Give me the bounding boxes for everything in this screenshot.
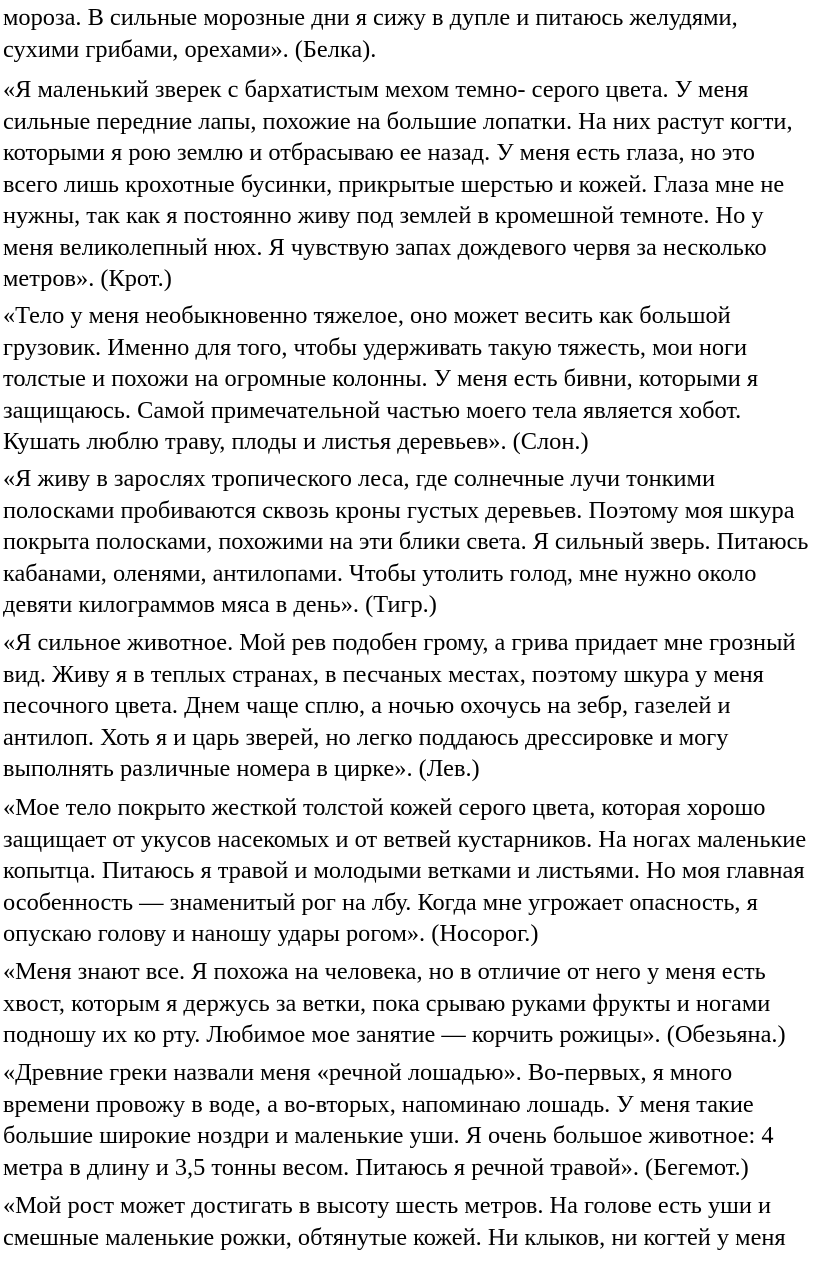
text-line: нужны, так как я постоянно живу под землей в кромешной темноте. Но у: [3, 202, 764, 229]
text-line: грузовик. Именно для того, чтобы удерживать такую тяжесть, мои ноги: [3, 333, 748, 361]
text-line: подношу их ко рту. Любимое мое занятие — корчить рожицы». (Обезьяна.): [3, 1021, 786, 1048]
text-line: Кушать люблю траву, плоды и листья деревьев». (Слон.): [3, 428, 589, 455]
text-line: девяти килограммов мяса в день». (Тигр.): [3, 591, 437, 618]
paragraph-elephant: [3, 300, 810, 458]
text-line: «Древние греки назвали меня «речной лошадью». Во-первых, я много: [3, 1059, 733, 1086]
text-line: всего лишь крохотные бусинки, прикрытые шерстью и кожей. Глаза мне не: [3, 170, 785, 198]
paragraph-rhinoceros: [3, 792, 810, 950]
text-line: «Я маленький зверек с бархатистым мехом темно- серого цвета. У меня: [3, 76, 749, 103]
paragraph-lion: [3, 627, 810, 785]
text-line: «Меня знают все. Я похожа на человека, но в отличие от него у меня есть: [3, 958, 766, 985]
text-line: выполнять различные номера в цирке». (Лев.): [3, 755, 480, 782]
text-line: «Мой рост может достигать в высоту шесть метров. На голове есть уши и: [3, 1192, 772, 1219]
text-line: особенность — знаменитый рог на лбу. Когда мне угрожает опасность, я: [3, 888, 758, 916]
text-line: сухими грибами, орехами». (Белка).: [3, 35, 377, 63]
paragraph-giraffe-start: [3, 1190, 810, 1253]
paragraph-squirrel-ending: [3, 2, 810, 65]
text-line: сильные передние лапы, похожие на большие лопатки. На них растут когти,: [3, 107, 793, 135]
text-line: опускаю голову и наношу удары рогом». (Носорог.): [3, 920, 539, 947]
text-line: защищает от укусов насекомых и от ветвей кустарников. На ногах маленькие: [3, 825, 807, 853]
text-line: времени провожу в воде, а во-вторых, напоминаю лошадь. У меня такие: [3, 1090, 754, 1118]
text-line: большие широкие ноздри и маленькие уши. Я очень большое животное: 4: [3, 1122, 774, 1149]
text-line: «Я живу в зарослях тропического леса, где солнечные лучи тонкими: [3, 465, 715, 492]
text-line: кабанами, оленями, антилопами. Чтобы утолить голод, мне нужно около: [3, 559, 757, 587]
text-line: толстые и похожи на огромные колонны. У меня есть бивни, которыми я: [3, 365, 759, 392]
text-line: копытца. Питаюсь я травой и молодыми ветками и листьями. Но моя главная: [3, 857, 805, 884]
text-line: защищаюсь. Самой примечательной частью моего тела является хобот.: [3, 396, 742, 424]
text-line: смешные маленькие рожки, обтянутые кожей. Ни клыков, ни когтей у меня: [3, 1223, 786, 1251]
paragraph-hippopotamus: [3, 1057, 810, 1183]
text-line: хвост, которым я держусь за ветки, пока срываю руками фрукты и ногами: [3, 989, 771, 1017]
text-line: «Тело у меня необыкновенно тяжелое, оно может весить как большой: [3, 302, 731, 329]
text-line: вид. Живу я в теплых странах, в песчаных местах, поэтому шкура у меня: [3, 660, 764, 688]
paragraph-tiger: [3, 463, 810, 621]
text-line: антилоп. Хоть я и царь зверей, но легко поддаюсь дрессировке и могу: [3, 723, 729, 751]
text-line: «Я сильное животное. Мой рев подобен грому, а грива придает мне грозный: [3, 629, 796, 656]
text-line: метров». (Крот.): [3, 265, 172, 292]
text-line: меня великолепный нюх. Я чувствую запах дождевого червя за несколько: [3, 233, 767, 261]
text-line: песочного цвета. Днем чаще сплю, а ночью охочусь на зебр, газелей и: [3, 692, 731, 719]
text-line: которыми я рою землю и отбрасываю ее назад. У меня есть глаза, но это: [3, 139, 755, 166]
paragraph-mole: [3, 74, 810, 295]
text-line: «Мое тело покрыто жесткой толстой кожей серого цвета, которая хорошо: [3, 794, 766, 821]
text-line: мороза. В сильные морозные дни я сижу в дупле и питаюсь желудями,: [3, 4, 738, 31]
text-line: полосками пробиваются сквозь кроны густых деревьев. Поэтому моя шкура: [3, 496, 795, 524]
paragraph-monkey: [3, 956, 810, 1051]
text-line: покрыта полосками, похожими на эти блики света. Я сильный зверь. Питаюсь: [3, 528, 809, 555]
text-line: метра в длину и 3,5 тонны весом. Питаюсь я речной травой». (Бегемот.): [3, 1153, 749, 1181]
